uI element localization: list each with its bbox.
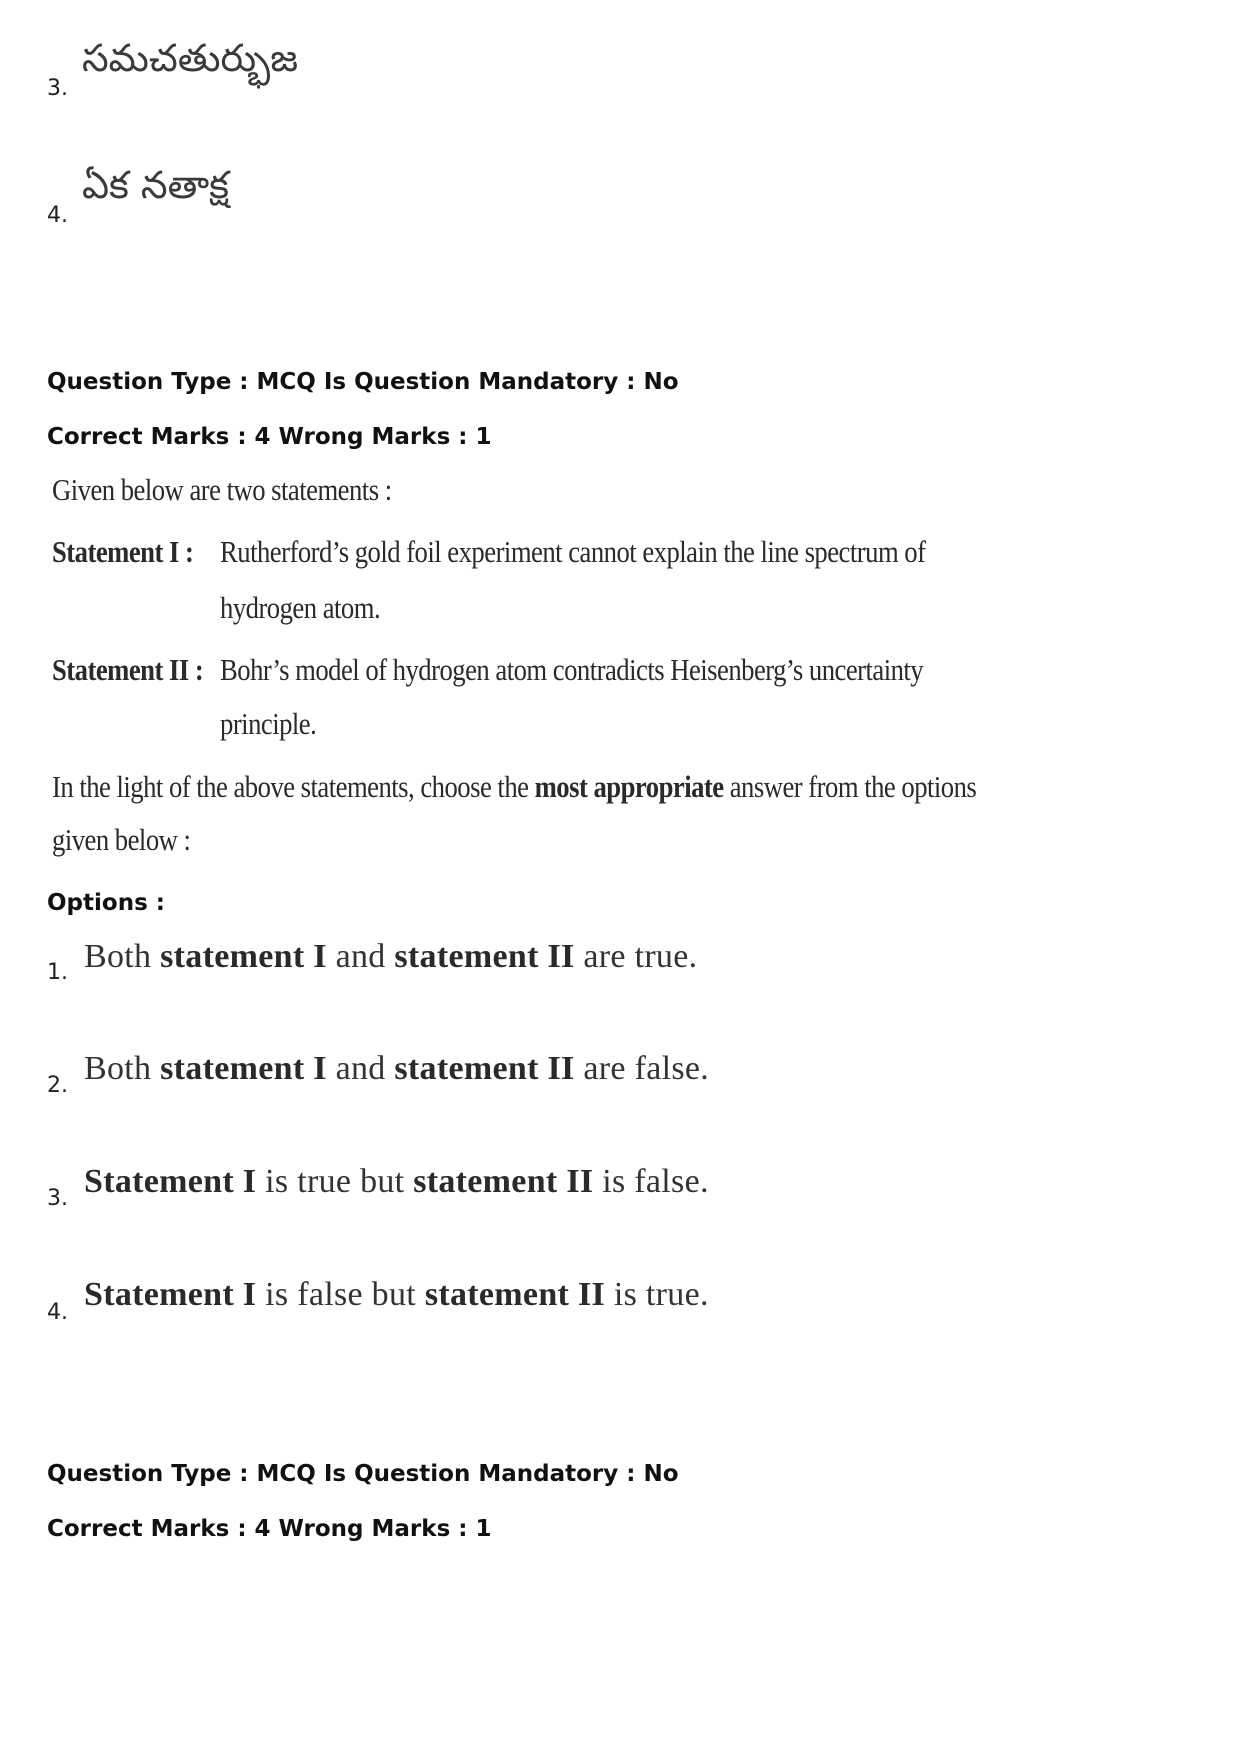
option-text-run: statement II xyxy=(394,1050,575,1087)
option-text-3 xyxy=(84,1163,709,1201)
option-text-run: statement I xyxy=(160,1050,327,1087)
option-text-2 xyxy=(84,1050,709,1088)
option-text-run: are true. xyxy=(574,938,698,975)
option-text-run: statement II xyxy=(424,1276,606,1313)
option-text-run: statement II xyxy=(413,1163,594,1200)
instruction-post: answer from the options xyxy=(723,769,977,804)
statement-2-line-2: principle. xyxy=(220,706,317,741)
prev-option-number-3: 3. xyxy=(47,76,68,101)
option-text-run: statement I xyxy=(160,938,327,975)
option-number-4: 4. xyxy=(47,1300,68,1325)
prev-option-text-3: సమచతుర్భుజ xyxy=(82,36,299,80)
question-intro: Given below are two statements : xyxy=(52,472,392,507)
options-label: Options : xyxy=(47,890,165,916)
instruction-bold: most appropriate xyxy=(534,769,724,804)
option-text-run: is true but xyxy=(256,1163,414,1200)
statement-1-line-1: Rutherford’s gold foil experiment cannot explain the line spectrum of xyxy=(220,534,926,569)
statement-2-line-1: Bohr’s model of hydrogen atom contradicts Heisenberg’s uncertainty xyxy=(220,652,924,687)
option-text-run: are false. xyxy=(574,1050,710,1087)
marks-line: Correct Marks : 4 Wrong Marks : 1 xyxy=(47,424,492,450)
option-text-run: is true. xyxy=(605,1276,709,1313)
statement-2-label: Statement II : xyxy=(52,652,204,687)
option-number-3: 3. xyxy=(47,1186,68,1211)
option-text-run: Statement I xyxy=(84,1163,257,1200)
option-text-run: Both xyxy=(84,938,161,975)
option-text-run: is false but xyxy=(256,1276,425,1313)
instruction-pre: In the light of the above statements, choose the xyxy=(52,769,535,804)
next-question-type-line: Question Type : MCQ Is Question Mandatory : No xyxy=(47,1461,679,1487)
option-text-run: Statement I xyxy=(84,1276,257,1313)
statement-1-label: Statement I : xyxy=(52,534,194,569)
option-text-run: Both xyxy=(84,1050,161,1087)
statement-1-line-2: hydrogen atom. xyxy=(220,590,381,625)
option-text-run: and xyxy=(326,938,395,975)
prev-option-text-4: ఏక నతాక్ష xyxy=(82,163,229,207)
option-text-1 xyxy=(84,938,697,976)
instruction-line-2: given below : xyxy=(52,822,191,857)
instruction-line-1 xyxy=(52,769,976,805)
option-text-4 xyxy=(84,1276,709,1314)
option-text-run: and xyxy=(326,1050,395,1087)
option-number-1: 1. xyxy=(47,960,68,985)
next-marks-line: Correct Marks : 4 Wrong Marks : 1 xyxy=(47,1516,492,1542)
option-text-run: is false. xyxy=(593,1163,709,1200)
option-number-2: 2. xyxy=(47,1073,68,1098)
prev-option-number-4: 4. xyxy=(47,203,68,228)
option-text-run: statement II xyxy=(394,938,575,975)
question-type-line: Question Type : MCQ Is Question Mandatory : No xyxy=(47,369,679,395)
